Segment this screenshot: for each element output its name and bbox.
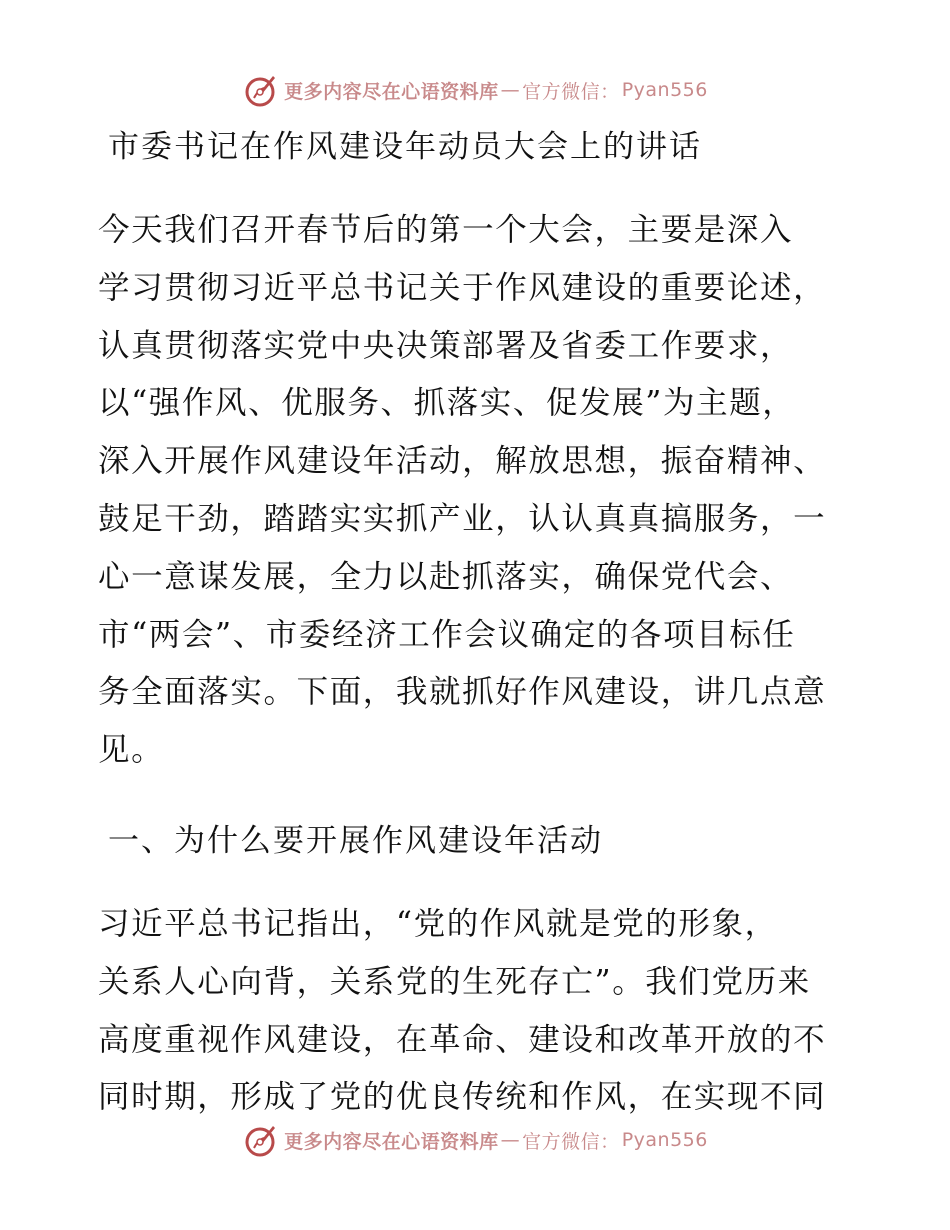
banner-dash: — [500, 79, 521, 101]
intro-line: 鼓足干劲，踏踏实实抓产业，认认真真搞服务，一 [98, 500, 827, 537]
section-line: 同时期，形成了党的优良传统和作风，在实现不同 [98, 1079, 827, 1116]
document-body [98, 122, 858, 1127]
footer-banner [0, 1120, 950, 1160]
intro-line: 学习贯彻习近平总书记关于作风建设的重要论述， [98, 269, 827, 306]
section-line: 习近平总书记指出，“党的作风就是党的形象， [98, 905, 778, 942]
banner-wechat-handle: Pyan556 [621, 79, 708, 101]
section-line: 关系人心向背，关系党的生死存亡”。我们党历来 [98, 963, 811, 1000]
intro-line: 务全面落实。下面，我就抓好作风建设，讲几点意 [98, 674, 827, 711]
intro-line: 以“强作风、优服务、抓落实、促发展”为主题， [98, 385, 796, 422]
banner-dash: — [500, 1129, 521, 1151]
document-title: 市委书记在作风建设年动员大会上的讲话 [108, 129, 702, 165]
quill-pen-logo-icon [242, 72, 278, 108]
intro-line: 认真贯彻落实党中央决策部署及省委工作要求， [98, 327, 794, 364]
quill-pen-logo-icon [242, 1122, 278, 1158]
intro-line: 今天我们召开春节后的第一个大会，主要是深入 [98, 212, 794, 248]
banner-wechat-handle: Pyan556 [621, 1129, 708, 1151]
intro-line: 市“两会”、市委经济工作会议确定的各项目标任 [98, 616, 796, 653]
banner-text: 更多内容尽在心语资料库 [284, 80, 499, 103]
section-heading: 一、为什么要开展作风建设年活动 [108, 822, 603, 859]
intro-line: 见。 [98, 732, 165, 769]
banner-wechat-label: 官方微信： [522, 80, 620, 103]
header-banner [0, 70, 950, 110]
banner-text: 更多内容尽在心语资料库 [284, 1130, 499, 1153]
intro-paragraph [98, 202, 858, 780]
section-paragraph [98, 896, 858, 1127]
section-line: 高度重视作风建设，在革命、建设和改革开放的不 [98, 1021, 827, 1058]
banner-wechat-label: 官方微信： [522, 1130, 620, 1153]
intro-line: 心一意谋发展，全力以赴抓落实，确保党代会、 [98, 558, 794, 595]
intro-line: 深入开展作风建设年活动，解放思想，振奋精神、 [98, 443, 827, 480]
